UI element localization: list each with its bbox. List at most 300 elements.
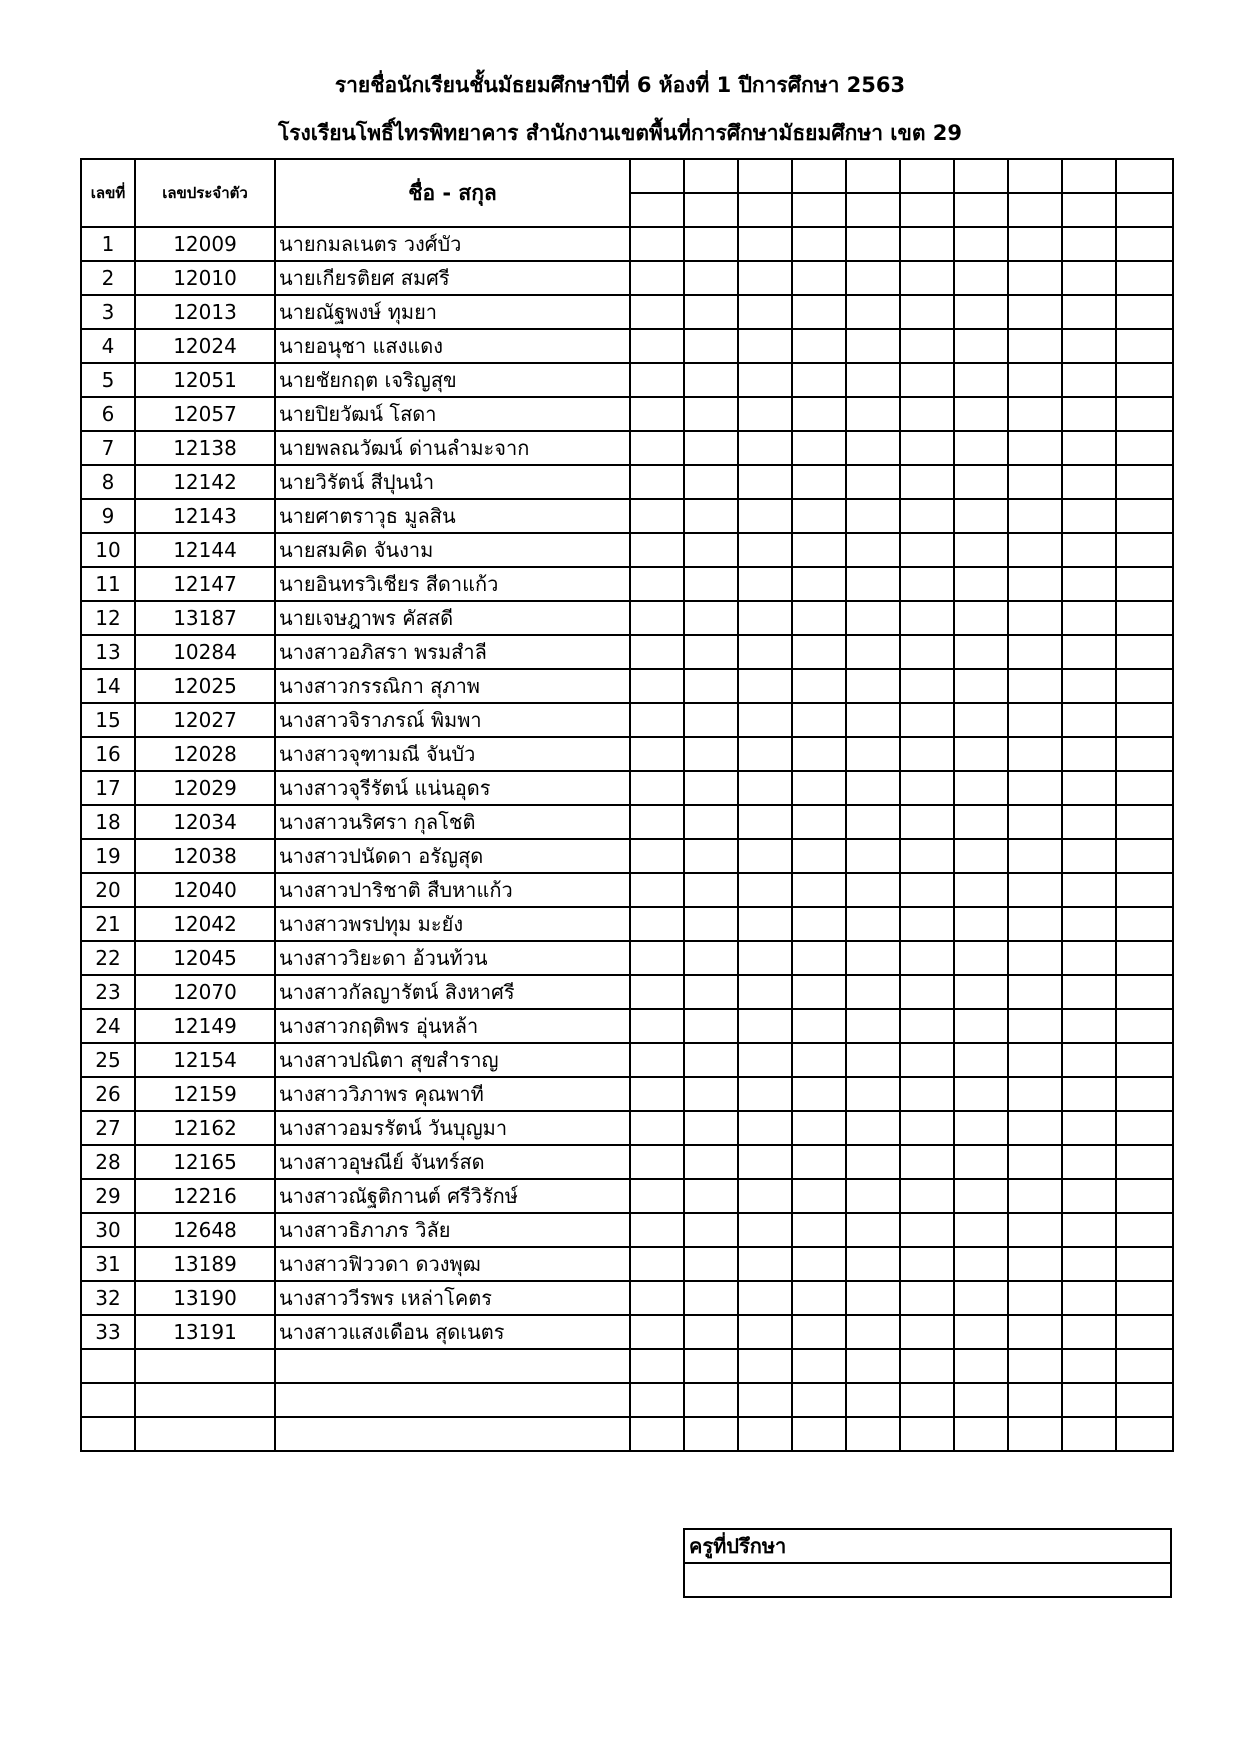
- score-cell: [792, 1009, 846, 1043]
- score-cell: [846, 907, 900, 941]
- score-cell: [1116, 1009, 1173, 1043]
- score-cell: [846, 1179, 900, 1213]
- score-cell: [1008, 1179, 1062, 1213]
- score-cell: [954, 1111, 1008, 1145]
- score-cell: [792, 975, 846, 1009]
- student-name: นายเกียรติยศ สมศรี: [275, 261, 630, 295]
- student-number: 20: [81, 873, 135, 907]
- score-cell: [1116, 1281, 1173, 1315]
- score-cell: [846, 1145, 900, 1179]
- student-name: นางสาวปณิตา สุขสำราญ: [275, 1043, 630, 1077]
- score-cell: [792, 1281, 846, 1315]
- score-cell: [900, 465, 954, 499]
- score-cell: [630, 363, 684, 397]
- score-cell: [630, 1349, 684, 1383]
- score-cell: [630, 1315, 684, 1349]
- score-cell: [1062, 227, 1116, 261]
- header-name: ชื่อ - สกุล: [275, 159, 630, 227]
- score-cell: [954, 873, 1008, 907]
- student-id: 12009: [135, 227, 275, 261]
- score-cell: [846, 431, 900, 465]
- score-cell: [792, 431, 846, 465]
- score-cell: [1008, 567, 1062, 601]
- score-cell: [1116, 907, 1173, 941]
- student-number: 2: [81, 261, 135, 295]
- score-cell: [684, 1349, 738, 1383]
- student-id: 12034: [135, 805, 275, 839]
- score-cell: [1062, 975, 1116, 1009]
- score-cell: [954, 1349, 1008, 1383]
- score-cell: [900, 839, 954, 873]
- score-cell: [1116, 601, 1173, 635]
- table-row: [81, 975, 1173, 1009]
- header-blank-cell: [900, 159, 954, 193]
- student-id: 13191: [135, 1315, 275, 1349]
- score-cell: [1116, 975, 1173, 1009]
- score-cell: [900, 703, 954, 737]
- student-number: 13: [81, 635, 135, 669]
- student-name: นางสาวนริศรา กุลโชติ: [275, 805, 630, 839]
- student-name: นายปิยวัฒน์ โสดา: [275, 397, 630, 431]
- student-number: 23: [81, 975, 135, 1009]
- student-id: 12159: [135, 1077, 275, 1111]
- score-cell: [1062, 1383, 1116, 1417]
- student-name: นางสาวปาริชาติ สืบหาแก้ว: [275, 873, 630, 907]
- score-cell: [900, 1315, 954, 1349]
- score-cell: [1062, 533, 1116, 567]
- score-cell: [630, 737, 684, 771]
- score-cell: [738, 703, 792, 737]
- table-row: [81, 567, 1173, 601]
- student-id: [135, 1417, 275, 1451]
- header-blank-cell: [684, 193, 738, 227]
- table-row: [81, 907, 1173, 941]
- score-cell: [738, 533, 792, 567]
- score-cell: [954, 431, 1008, 465]
- header-number: เลขที่: [81, 159, 135, 227]
- score-cell: [1062, 873, 1116, 907]
- header-blank-cell: [630, 193, 684, 227]
- score-cell: [900, 533, 954, 567]
- score-cell: [792, 1383, 846, 1417]
- score-cell: [792, 397, 846, 431]
- score-cell: [630, 975, 684, 1009]
- student-number: 6: [81, 397, 135, 431]
- student-name: นางสาววิยะดา อ้วนท้วน: [275, 941, 630, 975]
- table-row: [81, 1145, 1173, 1179]
- score-cell: [1116, 941, 1173, 975]
- score-cell: [1008, 499, 1062, 533]
- score-cell: [630, 1043, 684, 1077]
- score-cell: [1008, 1281, 1062, 1315]
- score-cell: [792, 1315, 846, 1349]
- score-cell: [1116, 839, 1173, 873]
- score-cell: [630, 567, 684, 601]
- score-cell: [738, 1077, 792, 1111]
- score-cell: [738, 397, 792, 431]
- score-cell: [846, 567, 900, 601]
- student-number: 32: [81, 1281, 135, 1315]
- score-cell: [738, 1213, 792, 1247]
- student-number: 17: [81, 771, 135, 805]
- student-number: 9: [81, 499, 135, 533]
- header-blank-cell: [1008, 159, 1062, 193]
- table-row: [81, 601, 1173, 635]
- score-cell: [846, 1213, 900, 1247]
- table-row: [81, 805, 1173, 839]
- student-id: 12025: [135, 669, 275, 703]
- score-cell: [1062, 363, 1116, 397]
- score-cell: [900, 295, 954, 329]
- score-cell: [954, 839, 1008, 873]
- blank-row: [81, 1383, 1173, 1417]
- score-cell: [1062, 1145, 1116, 1179]
- score-cell: [954, 533, 1008, 567]
- score-cell: [954, 1247, 1008, 1281]
- score-cell: [738, 771, 792, 805]
- student-number: 30: [81, 1213, 135, 1247]
- student-number: 7: [81, 431, 135, 465]
- score-cell: [684, 1111, 738, 1145]
- student-number: 14: [81, 669, 135, 703]
- score-cell: [738, 1247, 792, 1281]
- score-cell: [954, 975, 1008, 1009]
- student-id: 12147: [135, 567, 275, 601]
- student-id: 12144: [135, 533, 275, 567]
- score-cell: [1062, 465, 1116, 499]
- document-title: รายชื่อนักเรียนชั้นมัธยมศึกษาปีที่ 6 ห้องที่ 1 ปีการศึกษา 2563: [334, 73, 906, 97]
- student-number: 25: [81, 1043, 135, 1077]
- student-id: 10284: [135, 635, 275, 669]
- header-blank-cell: [1116, 193, 1173, 227]
- score-cell: [900, 635, 954, 669]
- score-cell: [900, 363, 954, 397]
- score-cell: [1008, 771, 1062, 805]
- score-cell: [1116, 635, 1173, 669]
- score-cell: [792, 941, 846, 975]
- score-cell: [792, 227, 846, 261]
- score-cell: [846, 1315, 900, 1349]
- student-id: 13189: [135, 1247, 275, 1281]
- student-name: [275, 1417, 630, 1451]
- student-name: นายชัยกฤต เจริญสุข: [275, 363, 630, 397]
- student-number: 28: [81, 1145, 135, 1179]
- score-cell: [1116, 227, 1173, 261]
- score-cell: [1062, 1281, 1116, 1315]
- score-cell: [900, 397, 954, 431]
- student-id: 12045: [135, 941, 275, 975]
- student-name: นางสาวจิราภรณ์ พิมพา: [275, 703, 630, 737]
- student-name: นางสาววีรพร เหล่าโคตร: [275, 1281, 630, 1315]
- score-cell: [900, 499, 954, 533]
- score-cell: [1062, 1179, 1116, 1213]
- score-cell: [900, 737, 954, 771]
- score-cell: [738, 1349, 792, 1383]
- score-cell: [954, 1383, 1008, 1417]
- score-cell: [1008, 1417, 1062, 1451]
- header-blank-cell: [954, 159, 1008, 193]
- student-name: นายวิรัตน์ สีปุนนำ: [275, 465, 630, 499]
- score-cell: [1116, 737, 1173, 771]
- student-number: 4: [81, 329, 135, 363]
- score-cell: [900, 1383, 954, 1417]
- score-cell: [630, 1179, 684, 1213]
- score-cell: [1062, 635, 1116, 669]
- score-cell: [738, 329, 792, 363]
- score-cell: [792, 805, 846, 839]
- score-cell: [738, 941, 792, 975]
- student-id: 12142: [135, 465, 275, 499]
- table-row: [81, 1247, 1173, 1281]
- student-name: นางสาวกัลญารัตน์ สิงหาศรี: [275, 975, 630, 1009]
- score-cell: [954, 397, 1008, 431]
- score-cell: [1062, 499, 1116, 533]
- student-id: 12042: [135, 907, 275, 941]
- student-id: 12024: [135, 329, 275, 363]
- student-id: 12149: [135, 1009, 275, 1043]
- student-number: 10: [81, 533, 135, 567]
- score-cell: [846, 1281, 900, 1315]
- score-cell: [900, 1281, 954, 1315]
- score-cell: [738, 499, 792, 533]
- student-name: นางสาวฟิววดา ดวงพุฒ: [275, 1247, 630, 1281]
- score-cell: [630, 1417, 684, 1451]
- score-cell: [630, 941, 684, 975]
- score-cell: [954, 261, 1008, 295]
- score-cell: [738, 669, 792, 703]
- score-cell: [630, 771, 684, 805]
- student-name: นางสาวปนัดดา อรัญสุด: [275, 839, 630, 873]
- score-cell: [792, 839, 846, 873]
- header-blank-cell: [684, 159, 738, 193]
- student-number: 3: [81, 295, 135, 329]
- score-cell: [684, 499, 738, 533]
- student-number: 12: [81, 601, 135, 635]
- score-cell: [846, 1043, 900, 1077]
- score-cell: [684, 1179, 738, 1213]
- advisor-signature-box: [683, 1528, 1172, 1598]
- score-cell: [738, 261, 792, 295]
- student-number: 8: [81, 465, 135, 499]
- score-cell: [738, 907, 792, 941]
- score-cell: [1008, 397, 1062, 431]
- score-cell: [1062, 1213, 1116, 1247]
- score-cell: [684, 839, 738, 873]
- score-cell: [1116, 669, 1173, 703]
- score-cell: [684, 533, 738, 567]
- student-name: นางสาวณัฐติกานต์ ศรีวิรักษ์: [275, 1179, 630, 1213]
- score-cell: [846, 1009, 900, 1043]
- score-cell: [738, 295, 792, 329]
- score-cell: [1062, 1009, 1116, 1043]
- score-cell: [846, 703, 900, 737]
- score-cell: [630, 465, 684, 499]
- score-cell: [1116, 431, 1173, 465]
- score-cell: [684, 227, 738, 261]
- score-cell: [738, 1281, 792, 1315]
- score-cell: [1116, 873, 1173, 907]
- score-cell: [954, 1077, 1008, 1111]
- header-blank-cell: [954, 193, 1008, 227]
- score-cell: [738, 635, 792, 669]
- score-cell: [846, 635, 900, 669]
- table-header-row: [81, 159, 1173, 193]
- table-row: [81, 533, 1173, 567]
- score-cell: [792, 295, 846, 329]
- score-cell: [684, 1247, 738, 1281]
- score-cell: [900, 227, 954, 261]
- table-row: [81, 737, 1173, 771]
- score-cell: [846, 1383, 900, 1417]
- student-name: นายณัฐพงษ์ ทุมยา: [275, 295, 630, 329]
- score-cell: [846, 669, 900, 703]
- score-cell: [792, 907, 846, 941]
- score-cell: [1008, 431, 1062, 465]
- school-name: โรงเรียนโพธิ์ไทรพิทยาคาร สำนักงานเขตพื้นที่การศึกษามัธยมศึกษา เขต 29: [277, 121, 963, 145]
- score-cell: [792, 1417, 846, 1451]
- score-cell: [1008, 1383, 1062, 1417]
- score-cell: [684, 975, 738, 1009]
- table-row: [81, 1077, 1173, 1111]
- score-cell: [846, 1077, 900, 1111]
- student-number: 15: [81, 703, 135, 737]
- score-cell: [792, 669, 846, 703]
- student-number: 16: [81, 737, 135, 771]
- score-cell: [684, 1383, 738, 1417]
- score-cell: [630, 839, 684, 873]
- score-cell: [846, 805, 900, 839]
- score-cell: [1008, 363, 1062, 397]
- score-cell: [1062, 1077, 1116, 1111]
- score-cell: [1008, 1213, 1062, 1247]
- student-id: 13187: [135, 601, 275, 635]
- table-row: [81, 465, 1173, 499]
- score-cell: [1116, 1315, 1173, 1349]
- student-number: [81, 1349, 135, 1383]
- score-cell: [792, 329, 846, 363]
- score-cell: [900, 261, 954, 295]
- score-cell: [954, 1009, 1008, 1043]
- student-number: 11: [81, 567, 135, 601]
- student-number: 18: [81, 805, 135, 839]
- score-cell: [846, 737, 900, 771]
- score-cell: [684, 1043, 738, 1077]
- score-cell: [900, 1043, 954, 1077]
- score-cell: [738, 227, 792, 261]
- score-cell: [684, 1145, 738, 1179]
- score-cell: [630, 601, 684, 635]
- score-cell: [738, 1179, 792, 1213]
- student-id: 12028: [135, 737, 275, 771]
- score-cell: [630, 669, 684, 703]
- student-number: 22: [81, 941, 135, 975]
- score-cell: [792, 499, 846, 533]
- table-row: [81, 771, 1173, 805]
- student-id: [135, 1383, 275, 1417]
- table-row: [81, 295, 1173, 329]
- table-row: [81, 839, 1173, 873]
- score-cell: [900, 1009, 954, 1043]
- score-cell: [954, 1043, 1008, 1077]
- score-cell: [1008, 703, 1062, 737]
- score-cell: [684, 1077, 738, 1111]
- student-name: [275, 1383, 630, 1417]
- score-cell: [684, 1281, 738, 1315]
- score-cell: [1116, 1247, 1173, 1281]
- score-cell: [1008, 1111, 1062, 1145]
- score-cell: [1116, 397, 1173, 431]
- student-id: 12165: [135, 1145, 275, 1179]
- score-cell: [1008, 533, 1062, 567]
- student-name: นายสมคิด จันงาม: [275, 533, 630, 567]
- student-id: 12029: [135, 771, 275, 805]
- score-cell: [684, 329, 738, 363]
- student-name: นางสาวอุษณีย์ จันทร์สด: [275, 1145, 630, 1179]
- score-cell: [1062, 1315, 1116, 1349]
- score-cell: [684, 567, 738, 601]
- student-id: 12143: [135, 499, 275, 533]
- score-cell: [954, 295, 1008, 329]
- score-cell: [1116, 1213, 1173, 1247]
- score-cell: [630, 1213, 684, 1247]
- score-cell: [1116, 805, 1173, 839]
- score-cell: [792, 1077, 846, 1111]
- score-cell: [954, 363, 1008, 397]
- blank-row: [81, 1417, 1173, 1451]
- score-cell: [792, 1145, 846, 1179]
- student-number: 29: [81, 1179, 135, 1213]
- score-cell: [1116, 1043, 1173, 1077]
- score-cell: [1116, 1349, 1173, 1383]
- score-cell: [630, 397, 684, 431]
- score-cell: [738, 465, 792, 499]
- table-row: [81, 635, 1173, 669]
- student-name: นางสาวกฤติพร อุ่นหล้า: [275, 1009, 630, 1043]
- score-cell: [1116, 295, 1173, 329]
- score-cell: [738, 839, 792, 873]
- table-row: [81, 941, 1173, 975]
- score-cell: [846, 839, 900, 873]
- student-name: นางสาวแสงเดือน สุดเนตร: [275, 1315, 630, 1349]
- score-cell: [846, 975, 900, 1009]
- score-cell: [1008, 907, 1062, 941]
- score-cell: [738, 1417, 792, 1451]
- student-number: 33: [81, 1315, 135, 1349]
- student-name: นายศาตราวุธ มูลสิน: [275, 499, 630, 533]
- student-id: 12070: [135, 975, 275, 1009]
- score-cell: [738, 1111, 792, 1145]
- score-cell: [738, 737, 792, 771]
- score-cell: [738, 1009, 792, 1043]
- score-cell: [954, 1145, 1008, 1179]
- student-number: 27: [81, 1111, 135, 1145]
- score-cell: [900, 669, 954, 703]
- score-cell: [738, 975, 792, 1009]
- table-row: [81, 329, 1173, 363]
- score-cell: [684, 601, 738, 635]
- blank-row: [81, 1349, 1173, 1383]
- score-cell: [1008, 295, 1062, 329]
- score-cell: [1008, 601, 1062, 635]
- score-cell: [684, 703, 738, 737]
- table-row: [81, 1179, 1173, 1213]
- score-cell: [738, 601, 792, 635]
- table-row: [81, 1315, 1173, 1349]
- student-id: 12216: [135, 1179, 275, 1213]
- table-row: [81, 1213, 1173, 1247]
- score-cell: [1062, 703, 1116, 737]
- score-cell: [900, 601, 954, 635]
